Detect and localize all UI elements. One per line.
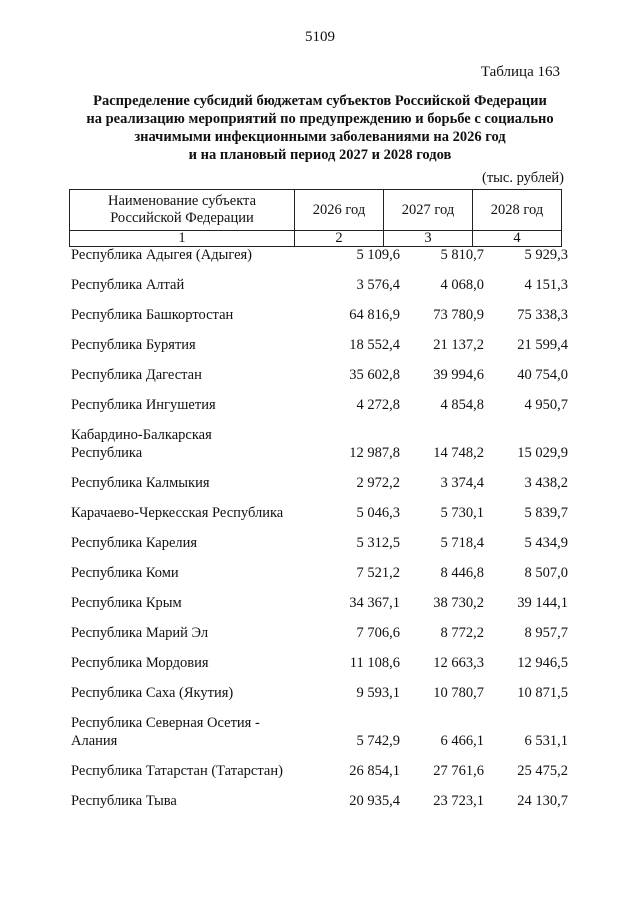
region-name [71, 426, 316, 462]
region-name-line: Республика Ингушетия [71, 397, 216, 413]
region-name [71, 762, 316, 780]
region-name [71, 624, 316, 642]
table-row [71, 624, 568, 642]
region-name [71, 564, 316, 582]
value-2028: 12 946,5 [517, 655, 568, 671]
value-2028: 8 957,7 [524, 625, 568, 641]
table-body [71, 246, 568, 822]
value-2028: 25 475,2 [517, 763, 568, 779]
value-2026: 11 108,6 [349, 655, 400, 671]
header-cell-2028: 2028 год [473, 190, 562, 231]
region-name-line: Республика Коми [71, 565, 179, 581]
region-name-line: Республика Адыгея (Адыгея) [71, 247, 253, 263]
table-row [71, 474, 568, 492]
column-number-row [70, 231, 562, 247]
region-name [71, 684, 316, 702]
table-caption: Таблица 163 [480, 64, 560, 80]
document-title [60, 92, 580, 164]
value-2026: 35 602,8 [349, 367, 400, 383]
value-2028: 39 144,1 [517, 595, 568, 611]
table-header [69, 189, 562, 247]
value-2026: 18 552,4 [349, 337, 400, 353]
page-number: 5109 [305, 29, 335, 45]
value-2026: 5 109,6 [356, 247, 400, 263]
value-2027: 23 723,1 [433, 793, 484, 809]
value-2028: 5 839,7 [524, 505, 568, 521]
header-name-line: Наименование субъекта [107, 193, 257, 209]
title-line: Распределение субсидий бюджетам субъектов Российской Федерации [93, 93, 547, 109]
value-2028: 4 151,3 [524, 277, 568, 293]
region-name-line: Кабардино-Балкарская [71, 427, 212, 443]
value-2028: 24 130,7 [517, 793, 568, 809]
value-2027: 14 748,2 [433, 445, 484, 461]
value-2027: 10 780,7 [433, 685, 484, 701]
value-2028: 6 531,1 [524, 733, 568, 749]
value-2027: 12 663,3 [433, 655, 484, 671]
region-name-line: Республика Карелия [71, 535, 198, 551]
header-name-line: Российской Федерации [110, 210, 254, 226]
value-2028: 5 929,3 [524, 247, 568, 263]
column-number: 1 [70, 231, 295, 247]
value-2026: 9 593,1 [356, 685, 400, 701]
region-name [71, 654, 316, 672]
units-label: (тыс. рублей) [482, 170, 564, 186]
value-2028: 75 338,3 [517, 307, 568, 323]
region-name [71, 246, 316, 264]
region-name-line: Республика Алтай [71, 277, 185, 293]
region-name [71, 276, 316, 294]
value-2027: 8 772,2 [440, 625, 484, 641]
column-number: 3 [384, 231, 473, 247]
value-2026: 7 521,2 [356, 565, 400, 581]
region-name-line: Карачаево-Черкесская Республика [71, 505, 284, 521]
value-2028: 3 438,2 [524, 475, 568, 491]
region-name [71, 714, 316, 750]
region-name-line: Республика Татарстан (Татарстан) [71, 763, 283, 779]
region-name [71, 504, 316, 522]
value-2026: 4 272,8 [356, 397, 400, 413]
column-number: 2 [295, 231, 384, 247]
value-2026: 7 706,6 [356, 625, 400, 641]
region-name [71, 306, 316, 324]
title-line: и на плановый период 2027 и 2028 годов [188, 147, 452, 163]
table-row [71, 594, 568, 612]
value-2026: 64 816,9 [349, 307, 400, 323]
column-number: 4 [473, 231, 562, 247]
region-name-line: Республика Северная Осетия - [71, 715, 260, 731]
value-2028: 4 950,7 [524, 397, 568, 413]
value-2027: 27 761,6 [433, 763, 484, 779]
region-name [71, 396, 316, 414]
value-2027: 21 137,2 [433, 337, 484, 353]
value-2028: 5 434,9 [524, 535, 568, 551]
table-row [71, 684, 568, 702]
region-name [71, 474, 316, 492]
region-name-line: Республика Бурятия [71, 337, 196, 353]
table-row [71, 714, 568, 750]
value-2026: 5 312,5 [356, 535, 400, 551]
value-2026: 2 972,2 [356, 475, 400, 491]
value-2027: 3 374,4 [440, 475, 484, 491]
table-row [71, 792, 568, 810]
table-row [71, 366, 568, 384]
title-line: на реализацию мероприятий по предупреждению и борьбе с социально [86, 111, 554, 127]
title-line: значимыми инфекционными заболеваниями на 2026 год [134, 129, 506, 145]
region-name-line: Алания [71, 733, 118, 749]
value-2027: 4 068,0 [440, 277, 484, 293]
value-2027: 5 810,7 [440, 247, 484, 263]
region-name-line: Республика Марий Эл [71, 625, 209, 641]
value-2028: 15 029,9 [517, 445, 568, 461]
table-row [71, 276, 568, 294]
value-2027: 38 730,2 [433, 595, 484, 611]
table-row [71, 426, 568, 462]
table-row [71, 306, 568, 324]
value-2027: 5 718,4 [440, 535, 484, 551]
value-2027: 39 994,6 [433, 367, 484, 383]
header-row [70, 190, 562, 231]
value-2028: 40 754,0 [517, 367, 568, 383]
value-2028: 10 871,5 [517, 685, 568, 701]
value-2028: 8 507,0 [524, 565, 568, 581]
value-2026: 5 046,3 [356, 505, 400, 521]
value-2027: 4 854,8 [440, 397, 484, 413]
region-name [71, 534, 316, 552]
table-row [71, 564, 568, 582]
region-name-line: Республика Тыва [71, 793, 177, 809]
value-2027: 8 446,8 [440, 565, 484, 581]
value-2026: 12 987,8 [349, 445, 400, 461]
region-name [71, 792, 316, 810]
region-name-line: Республика Крым [71, 595, 182, 611]
table-row [71, 504, 568, 522]
region-name-line: Республика Мордовия [71, 655, 209, 671]
table-row [71, 396, 568, 414]
value-2026: 34 367,1 [349, 595, 400, 611]
region-name-line: Республика Дагестан [71, 367, 202, 383]
value-2026: 3 576,4 [356, 277, 400, 293]
value-2027: 5 730,1 [440, 505, 484, 521]
table-row [71, 336, 568, 354]
region-name [71, 366, 316, 384]
value-2026: 5 742,9 [356, 733, 400, 749]
table-row [71, 654, 568, 672]
table-row [71, 534, 568, 552]
region-name-line: Республика Саха (Якутия) [71, 685, 234, 701]
value-2028: 21 599,4 [517, 337, 568, 353]
table-row [71, 246, 568, 264]
region-name [71, 336, 316, 354]
region-name-line: Республика [71, 445, 143, 461]
value-2026: 20 935,4 [349, 793, 400, 809]
region-name [71, 594, 316, 612]
header-cell-2026: 2026 год [295, 190, 384, 231]
header-cell-name [70, 190, 295, 231]
region-name-line: Республика Калмыкия [71, 475, 210, 491]
value-2027: 73 780,9 [433, 307, 484, 323]
region-name-line: Республика Башкортостан [71, 307, 234, 323]
value-2026: 26 854,1 [349, 763, 400, 779]
header-cell-2027: 2027 год [384, 190, 473, 231]
table-row [71, 762, 568, 780]
value-2027: 6 466,1 [440, 733, 484, 749]
